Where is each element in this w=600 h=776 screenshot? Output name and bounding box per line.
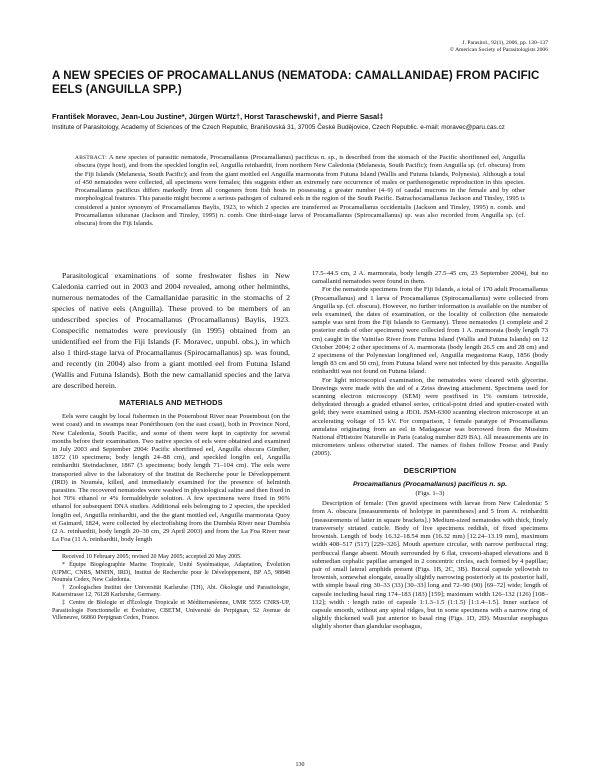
description-paragraph: Description of female: (Ten gravid specimens with larvae from New Caledonia: 5 from A. obscura [measurements of holotype in parentheses] and 5 from A. reinhardtii [measurements of latter in square brackets].) Medium-sized nematodes with thick, finely transversely striated cuticle. Body of live specimens reddish, of fixed specimens brownish. Length of body 16.32–18.54 mm (16.32 mm) [12.24–13.19 mm], maximum width 408–517 (517) [229–326]. Mouth aperture circular, with narrow peribuccal ring; peribuccal flange absent. Mouth surrounded by 6 flat, crescent-shaped elevations and 8 submedian cephalic papillae arranged in 2 concentric circles, each formed by 4 papillae; pair of small lateral amphids present (Figs. 1B, 2C, 3B). Buccal capsule yellowish to brownish, somewhat elongate, usually slightly narrowing posteriorly at its posterior half, with simple basal ring 30–33 (33) [30–33] long and 72–90 (90) [69–72] wide; length of capsule including basal ring 174–183 (183) [159]; maximum width 126–132 (126) [108–132]; width : length ratio of capsule 1:1.3–1.5 (1:1.5) [1:1.4–1.5]. Inner surface of capsule smooth, without any spiral ridges, but in some specimens with a narrow ring of slightly thickened wall just anterior to basal ring (Figs. 1D, 2D). Muscular esophagus slightly shorter than glandular esophagus,	[312, 500, 548, 631]
article-title: A NEW SPECIES OF PROCAMALLANUS (NEMATODA: CAMALLANIDAE) FROM PACIFIC EELS (ANGUILLA SPP.)	[52, 70, 540, 96]
footnote-affiliation-3: ‡ Centre de Biologie et d'Écologie Tropicale et Méditerranéenne, UMR 5555 CNRS-UP, Parasitologie Fonctionnelle et Évolutive, CBETM, Université de Perpignan, 52 Avenue de Villeneuve, 66860 Perpignan Cedex, France.	[52, 600, 290, 622]
methods-paragraph: Eels were caught by local fishermen in the Pouembout River near Pouembout (on the west coast) and in swamps near Ponérihouen (on the east coast), both in Province Nord, New Caledonia, South Pacific, and some of them were kept in captivity for several months before their examination. Two native species of eels were obtained and examined in July 2003 and September 2004: Pacific shortfinned eel, Anguilla obscura Günther, 1872 (10 specimens; body length 24–88 cm), and speckled longfin eel, Anguilla reinhardtii Steindachner, 1867 (3 specimens; body length 71–104 cm). The eels were transported alive to the laboratory of the Institut de Recherche pour le Développement (IRD) in Nouméa, killed, and immediately examined for the presence of helminth parasites. The recovered nematodes were washed in physiological saline and then fixed in hot 70% ethanol or 4% formaldehyde solution. A few specimens were fixed in 96% ethanol for subsequent DNA studies. Additional eels belonging to 2 species, the speckled longfin eel, Anguilla reinhardtii, and the the giant mottled eel, Anguilla marmorata Quoy et Gaimard, 1824, were collected by electrofishing from the Dumbéa River near Dumbéa (2 A. reinhardtii, body length 20–30 cm, 29 April 2003) and from the La Foa River near La Foa (11 A. reinhardtii, body length	[52, 413, 290, 544]
journal-citation	[328, 40, 548, 54]
author-list: František Moravec, Jean-Lou Justine*, Jürgen Würtz†, Horst Taraschewski†, and Pierre Sasal‡	[52, 112, 384, 121]
species-subheading: Procamallanus (Procamallanus) pacificus n. sp.	[352, 480, 508, 488]
footnote-affiliation-2: † Zoologisches Institut der Universität Karlsruhe (TH), Abt. Ökologie und Parasitologie, Kaiserstrasse 12, 76128 Karlsruhe, Germany.	[52, 584, 290, 599]
footnote-affiliation-1: * Équipe Biogéographie Marine Tropicale, Unité Systématique, Adaptation, Évolution (UPMC, CNRS, MNHN, IRD), Institut de Recherche pour le Développement, BP A5, 98848 Nouméa Cedex, New Caledonia.	[52, 562, 290, 584]
description-heading: DESCRIPTION	[403, 465, 457, 475]
methods-heading: MATERIALS AND METHODS	[119, 398, 223, 407]
copyright-line: © American Society of Parasitologists 2006	[449, 47, 548, 54]
journal-citation-line: J. Parasitol., 92(1), 2006, pp. 130–137	[462, 40, 548, 46]
footnotes	[52, 554, 290, 622]
footnote-received: Received 10 February 2005; revised 20 May 2005; accepted 20 May 2005.	[62, 554, 242, 561]
methods-continued: 17.5–44.5 cm, 2 A. marmorata, body length 27.5–45 cm, 23 September 2004), but no camallanid nematodes were found in them.	[312, 270, 548, 286]
intro-paragraph: Parasitological examinations of some freshwater fishes in New Caledonia carried out in 2003 and 2004 revealed, among other helminths, numerous nematodes of the Camallanidae parasitic in the stomachs of 2 species of native eels (Anguilla). These proved to be members of an undescribed species of Procamallanus (Procamallanus) Baylis, 1923. Conspecific nematodes were previously (in 1995) obtained from an unidentified eel from the Fiji Islands (F. Moravec, unpubl. obs.), in which also 1 third-stage larva of Procamallanus (Spirocamallanus) sp. was found, and recently (in 2004) also from a giant mottled eel from Futuna Island (Wallis and Futuna Islands). Both the new camallanid species and the larva are described herein.	[52, 271, 290, 390]
page-number: 130	[295, 762, 305, 768]
abstract	[75, 154, 525, 229]
footnote-divider	[52, 550, 142, 551]
microscopy-paragraph: For light microscopical examination, the nematodes were cleared with glycerine. Drawings were made with the aid of a Zeiss drawing attachment. Specimens used for scanning electron microscopy (SEM) were postfixed in 1% osmium tetroxide, dehydrated through a graded ethanol series, critical-point dried and sputter-coated with gold; they were examined using a JEOL JSM-6300 scanning electron microscope at an accelerating voltage of 15 kV. For comparison, 1 female paratype of Procamallanus annulatus originating from an eel in Madagascar was borrowed from the Muséum National d'Histoire Naturelle in Paris (catalog number 829 BA). All measurements are in micrometers unless otherwise stated. The names of fishes follow Froese and Pauly (2005).	[312, 376, 548, 458]
right-column	[312, 270, 548, 632]
figure-reference: (Figs. 1–3)	[415, 490, 445, 498]
introduction	[52, 270, 290, 391]
affiliation: Institute of Parasitology, Academy of Sciences of the Czech Republic, Branišovská 31, 37005 České Budějovice, Czech Republic. e-mail: moravec@paru.cas.cz	[52, 124, 505, 131]
fiji-paragraph: For the nematode specimens from the Fiji Islands, a total of 170 adult Procamallanus (Procamallanus) and 1 larva of Procamallanus (Spirocamallanus) were collected from Anguilla sp. (cf. obscura). However, no further information is available on the number of eels examined, the dates of examination, or the locality of collection (the nematode sample was sent from the Fiji Islands to Germany). Three nematodes (1 complete and 2 posterior ends of other specimens) were collected from 1 A. marmorata (body length 73 cm) caught in the Vainifao River from Futuna Island (Wallis and Futuna Islands) on 12 October 2004; 2 other specimens of A. marmorata (body length 26.5 cm and 28 cm) and 2 specimens of the Polynesian longfinned eel, Anguilla megastoma Kaup, 1856 (body length 83 cm and 50 cm), from Futuna Island were not infected by this parasite. Anguilla reinhardtii was not found on Futuna Island.	[312, 286, 548, 376]
left-column	[52, 270, 290, 623]
abstract-label: ABSTRACT:	[75, 155, 108, 161]
abstract-text: A new species of parasitic nematode, Procamallanus (Procamallanus) pacificus n. sp., is described from the stomach of the Pacific shortfinned eel, Anguilla obscura (type host), and from the speckled longfin eel, Anguilla reinhardtii, from northern New Caledonia (Melanesia, South Pacific); from Anguilla sp. (cf. obscura) from the Fiji Islands (Melanesia, South Pacific); and from the giant mottled eel Anguilla marmorata from Futuna Island (Wallis and Futuna Islands, Polynesia). Although a total of 450 nematodes were collected, all specimens were females; this suggests either an extremely rare occurrence of males or parthenogenetic reproduction in this species. Procamallanus pacificus differs markedly from all congeners from fish hosts in possessing a greater number (4–9) of caudal mucrons in the female and by other morphological features. This parasite might become a serious pathogen of cultured eels in the region of the South Pacific. Batrachocamallanus Jackson and Tinsley, 1995 is considered a junior synonym of Procamallanus Baylis, 1923, to which 2 species are transferred as Procamallanus occidentalis (Jackson and Tinsley, 1995) n. comb. and Procamallanus siluranae (Jackson and Tinsley, 1995) n. comb. One third-stage larva of Procamallanus (Spirocamallanus) sp. was also recorded from Anguilla sp. (cf. obscura) from the Fiji Islands.	[75, 154, 525, 228]
